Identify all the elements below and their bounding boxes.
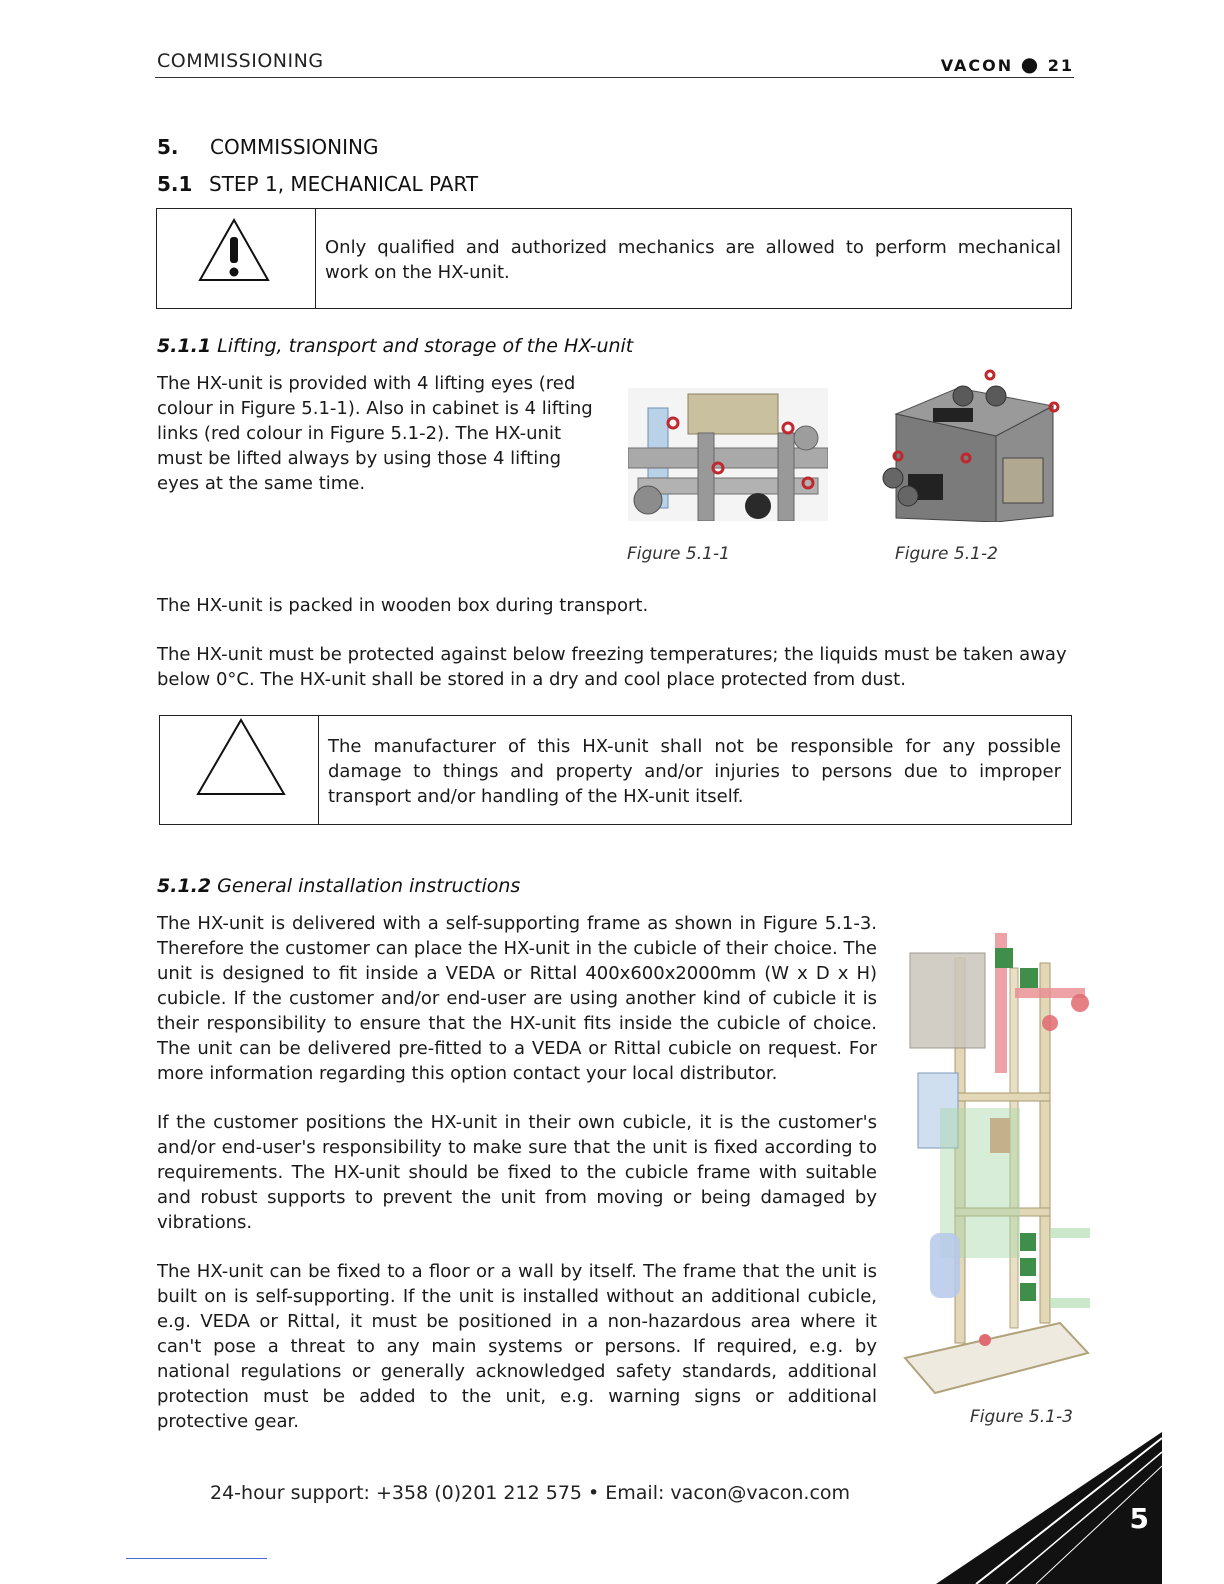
figure-caption-1: Figure 5.1-1 [627,544,730,564]
cabinet-lifting-links-figure [878,366,1068,522]
footer-support-line: 24-hour support: +358 (0)201 212 575 • Email: vacon@vacon.com [210,1482,851,1504]
section-number: 5. [157,135,179,159]
footnote-link-rule [126,1558,267,1559]
running-header-section: COMMISSIONING [157,50,324,72]
figure-caption-2: Figure 5.1-2 [895,544,998,564]
installation-paragraph-2: If the customer positions the HX-unit in their own cubicle, it is the customer's and/or end-user's responsibility to make sure that the unit is fixed according to requirements. The HX-unit should be fixed to the cubicle frame with suitable and robust supports to prevent the unit from moving or being damaged by vibrations. [157,1112,877,1233]
warning-box-mechanics [156,208,1072,309]
warning-box-liability [159,715,1072,825]
exclamation-warning-icon [197,217,271,283]
hx-unit-lifting-eyes-figure [628,388,828,521]
subsection-title: STEP 1, MECHANICAL PART [209,172,479,196]
subsection-number: 5.1 [157,172,193,196]
subsection-heading [157,172,478,196]
warning-divider [315,209,316,308]
lifting-paragraph: The HX-unit is provided with 4 lifting eyes (red colour in Figure 5.1-1). Also in cabinet is 4 lifting links (red colour in Figure 5.1-2). The HX-unit must be lifted always by using those 4 lifting eyes at the same time. [157,373,593,494]
figure-caption-3: Figure 5.1-3 [970,1407,1073,1427]
bullet-dot: ● [1020,52,1041,76]
warning-text-mechanics: Only qualified and authorized mechanics are allowed to perform mechanical work on the HX-unit. [325,237,1061,283]
warning-text-liability: The manufacturer of this HX-unit shall not be responsible for any possible damage to things and property and/or injuries to persons due to improper transport and/or handling of the HX-unit itself. [328,736,1061,807]
subsubsection-number: 5.1.2 [157,875,212,897]
section-title: COMMISSIONING [210,135,379,159]
subsubsection-title: Lifting, transport and storage of the HX-unit [217,335,634,357]
storage-paragraph: The HX-unit must be protected against below freezing temperatures; the liquids must be taken away below 0°C. The HX-unit shall be stored in a dry and cool place protected from dust. [157,644,1067,690]
page-number: 21 [1047,56,1074,75]
section-heading [157,135,378,159]
self-supporting-frame-figure [900,908,1092,1398]
warning-divider [318,716,319,824]
subsubsection-heading-installation [157,875,520,897]
header-rule [155,77,1074,78]
running-header-brand [941,52,1074,76]
installation-paragraph-3: The HX-unit can be fixed to a floor or a wall by itself. The frame that the unit is built on is self-supporting. If the unit is installed without an additional cubicle, e.g. VEDA or Rittal, it must be positioned in a non-hazardous area where it can't pose a threat to any main systems or persons. If required, e.g. by national regulations or generally acknowledged safety standards, additional protection must be added to the unit, e.g. warning signs or additional protective gear. [157,1261,877,1432]
page-corner-graphic [936,1432,1162,1584]
warning-triangle-icon [196,718,286,796]
installation-paragraph-1: The HX-unit is delivered with a self-supporting frame as shown in Figure 5.1-3. Therefore the customer can place the HX-unit in the cubicle of their choice. The unit is designed to fit inside a VEDA or Rittal 400x600x2000mm (W x D x H) cubicle. If the customer and/or end-user are using another kind of cubicle it is their responsibility to ensure that the HX-unit fits inside the cubicle of choice. The unit can be delivered pre-fitted to a VEDA or Rittal cubicle on request. For more information regarding this option contact your local distributor. [157,913,877,1084]
subsubsection-number: 5.1.1 [157,335,212,357]
subsubsection-heading-lifting [157,335,633,357]
brand-name: VACON [940,56,1014,75]
chapter-number: 5 [1129,1502,1149,1535]
subsubsection-title: General installation instructions [217,875,521,897]
packed-paragraph: The HX-unit is packed in wooden box during transport. [157,595,649,616]
